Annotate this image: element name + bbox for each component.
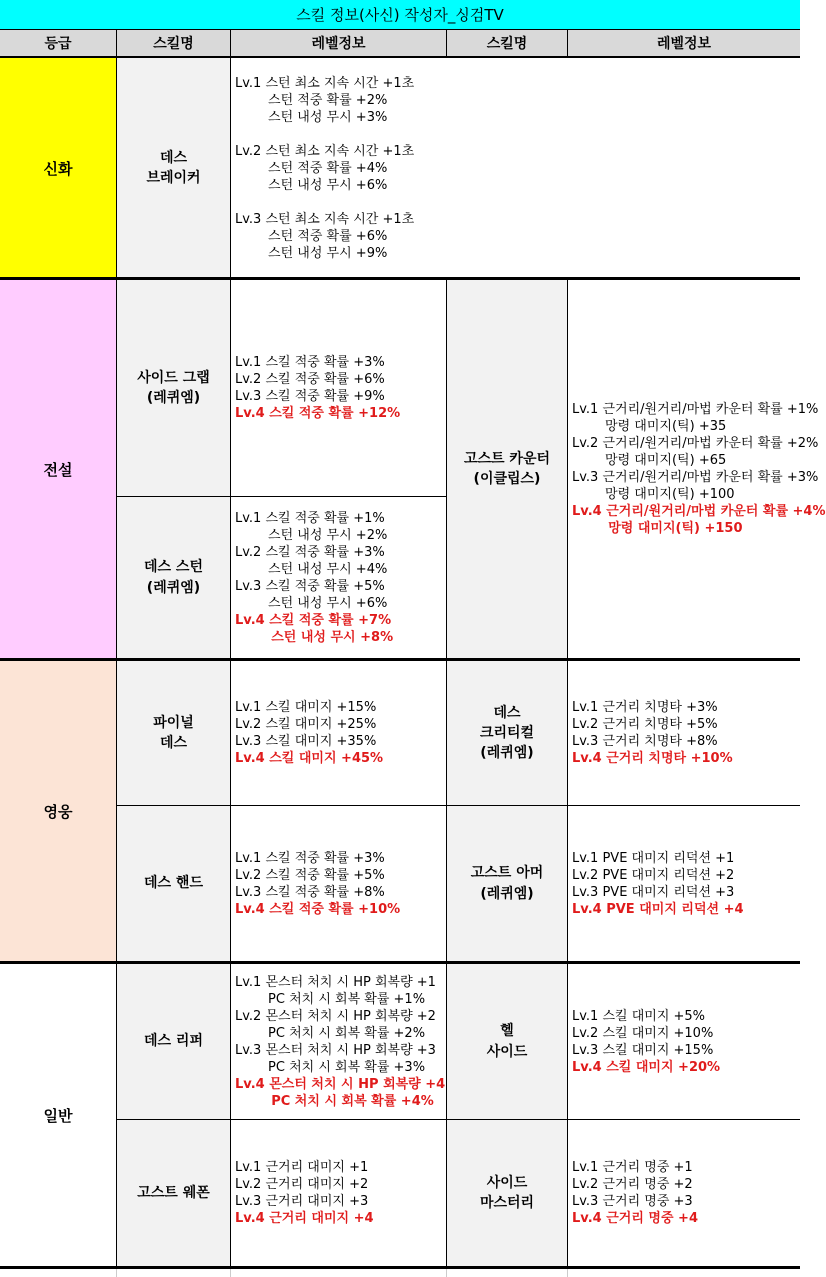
level-line: Lv.3 스턴 최소 지속 시간 +1초 [235, 211, 415, 227]
level-line: 스턴 내성 무시 +2% [235, 527, 388, 543]
level-line: Lv.1 근거리/원거리/마법 카운터 확률 +1% [572, 402, 819, 417]
level-line-max: Lv.4 근거리 치명타 +10% [572, 751, 733, 766]
level-line-max: Lv.4 스킬 적중 확률 +7% [235, 612, 392, 628]
level-line-max: Lv.4 스킬 적중 확률 +12% [235, 406, 401, 421]
level-line: PC 처치 시 회복 확률 +2% [235, 1025, 426, 1041]
level-line: Lv.2 몬스터 처치 시 HP 회복량 +2 [235, 1008, 436, 1024]
level-line-max: Lv.4 PVE 대미지 리덕션 +4 [572, 901, 744, 917]
level-line: Lv.2 근거리 치명타 +5% [572, 717, 718, 732]
header-level-info-2: 레벨정보 [568, 30, 800, 58]
level-info-final-death [231, 661, 447, 805]
skill-name-side-mastery: 사이드 마스터리 [447, 1120, 568, 1266]
level-line: Lv.1 스킬 적중 확률 +3% [235, 850, 385, 866]
level-line-max: PC 처치 시 회복 확률 +4% [235, 1093, 434, 1109]
level-line: Lv.1 근거리 대미지 +1 [235, 1160, 369, 1175]
level-line: 망령 대미지(틱) +100 [572, 487, 735, 502]
level-line-max: Lv.4 스킬 대미지 +20% [572, 1059, 721, 1075]
sheet-title: 스킬 정보(사신) 작성자_싱검TV [0, 0, 800, 30]
level-info-death-hand [231, 806, 447, 961]
level-line: Lv.2 스킬 적중 확률 +6% [235, 372, 385, 387]
level-info-hell-side [568, 964, 800, 1119]
level-line: PC 처치 시 회복 확률 +1% [235, 991, 426, 1007]
header-level-info-1: 레벨정보 [231, 30, 447, 58]
level-line: 스턴 내성 무시 +9% [235, 245, 388, 261]
empty-cell [447, 1269, 568, 1277]
level-line [235, 126, 800, 143]
level-line-max: Lv.4 몬스터 처치 시 HP 회복량 +4 [235, 1076, 446, 1092]
level-line-max: Lv.4 근거리 대미지 +4 [235, 1211, 374, 1226]
level-info-death-stun [231, 497, 447, 658]
level-line: Lv.1 스킬 적중 확률 +3% [235, 355, 385, 370]
level-line: Lv.3 근거리/원거리/마법 카운터 확률 +3% [572, 470, 819, 485]
grade-hero: 영웅 [0, 661, 117, 961]
level-line: 스턴 내성 무시 +6% [235, 177, 388, 193]
level-line: 망령 대미지(틱) +35 [572, 419, 727, 434]
header-grade: 등급 [0, 30, 117, 58]
level-line: Lv.2 스킬 적중 확률 +3% [235, 544, 385, 560]
empty-cell [117, 1269, 231, 1277]
level-line-max: Lv.4 스킬 대미지 +45% [235, 751, 384, 766]
skill-name-ghost-armor: 고스트 아머 (레퀴엠) [447, 806, 568, 961]
level-line: 스턴 내성 무시 +3% [235, 109, 388, 125]
grade-normal: 일반 [0, 964, 117, 1266]
skill-name-side-grab: 사이드 그랩 (레퀴엠) [117, 280, 231, 496]
skill-name-ghost-weapon: 고스트 웨폰 [117, 1120, 231, 1266]
skill-name-death-critical: 데스 크리티컬 (레퀴엠) [447, 661, 568, 805]
empty-cell [231, 1269, 447, 1277]
level-line: Lv.3 몬스터 처치 시 HP 회복량 +3 [235, 1042, 436, 1058]
level-line: Lv.1 근거리 치명타 +3% [572, 700, 718, 715]
level-line: Lv.3 스킬 적중 확률 +5% [235, 578, 385, 594]
grade-myth: 신화 [0, 58, 117, 278]
level-line [235, 194, 800, 211]
level-info-ghost-counter [568, 280, 826, 658]
level-info-death-critical [568, 661, 800, 805]
level-line: 스턴 적중 확률 +4% [235, 160, 388, 176]
level-line: Lv.1 몬스터 처치 시 HP 회복량 +1 [235, 974, 436, 990]
level-line: Lv.1 스킬 대미지 +5% [572, 1008, 706, 1024]
level-line: 스턴 내성 무시 +4% [235, 561, 388, 577]
level-line: Lv.2 스킬 적중 확률 +5% [235, 867, 385, 883]
level-line: Lv.3 스킬 적중 확률 +9% [235, 389, 385, 404]
level-line: Lv.3 근거리 대미지 +3 [235, 1194, 369, 1209]
level-info-death-reaper [231, 964, 447, 1119]
skill-name-final-death: 파이널 데스 [117, 661, 231, 805]
level-line: Lv.2 근거리/원거리/마법 카운터 확률 +2% [572, 436, 819, 451]
level-line: Lv.3 PVE 대미지 리덕션 +3 [572, 884, 735, 900]
level-info-side-mastery [568, 1120, 800, 1266]
level-line: Lv.2 스킬 대미지 +25% [235, 717, 377, 732]
level-line: Lv.1 스턴 최소 지속 시간 +1초 [235, 75, 415, 91]
level-line: 망령 대미지(틱) +65 [572, 453, 727, 468]
skill-name-ghost-counter: 고스트 카운터 (이클립스) [447, 280, 568, 658]
empty-cell [0, 1269, 117, 1277]
level-line: Lv.2 PVE 대미지 리덕션 +2 [572, 867, 735, 883]
level-line: Lv.3 근거리 명중 +3 [572, 1194, 693, 1209]
level-line: Lv.3 스킬 대미지 +15% [572, 1042, 714, 1058]
level-info-ghost-weapon [231, 1120, 447, 1266]
level-line: Lv.3 근거리 치명타 +8% [572, 734, 718, 749]
level-line: Lv.2 근거리 대미지 +2 [235, 1177, 369, 1192]
level-line: Lv.2 스턴 최소 지속 시간 +1초 [235, 143, 415, 159]
level-line: Lv.2 스킬 대미지 +10% [572, 1025, 714, 1041]
level-line-max: Lv.4 스킬 적중 확률 +10% [235, 901, 401, 917]
level-line-max: Lv.4 근거리/원거리/마법 카운터 확률 +4% [572, 504, 826, 519]
level-line-max: 망령 대미지(틱) +150 [572, 521, 743, 536]
skill-name-death-stun: 데스 스턴 (레퀴엠) [117, 497, 231, 658]
level-line-max: Lv.4 근거리 명중 +4 [572, 1211, 698, 1226]
header-skill-name-2: 스킬명 [447, 30, 568, 58]
level-info-death-breaker [231, 58, 800, 278]
level-line: PC 처치 시 회복 확률 +3% [235, 1059, 426, 1075]
level-info-side-grab [231, 280, 447, 496]
skill-name-death-reaper: 데스 리퍼 [117, 964, 231, 1119]
level-line: Lv.3 스킬 적중 확률 +8% [235, 884, 385, 900]
level-line: Lv.1 스킬 적중 확률 +1% [235, 510, 385, 526]
level-line: Lv.2 근거리 명중 +2 [572, 1177, 693, 1192]
level-line: Lv.1 스킬 대미지 +15% [235, 700, 377, 715]
grade-legend: 전설 [0, 280, 117, 658]
level-line: Lv.1 PVE 대미지 리덕션 +1 [572, 850, 735, 866]
level-line-max: 스턴 내성 무시 +8% [235, 629, 394, 645]
level-info-ghost-armor [568, 806, 800, 961]
skill-name-hell-side: 헬 사이드 [447, 964, 568, 1119]
level-line: 스턴 적중 확률 +2% [235, 92, 388, 108]
level-line: 스턴 적중 확률 +6% [235, 228, 388, 244]
level-line: 스턴 내성 무시 +6% [235, 595, 388, 611]
header-skill-name-1: 스킬명 [117, 30, 231, 58]
skill-name-death-hand: 데스 핸드 [117, 806, 231, 961]
level-line: Lv.3 스킬 대미지 +35% [235, 734, 377, 749]
skill-name-death-breaker: 데스 브레이커 [117, 58, 231, 278]
level-line: Lv.1 근거리 명중 +1 [572, 1160, 693, 1175]
